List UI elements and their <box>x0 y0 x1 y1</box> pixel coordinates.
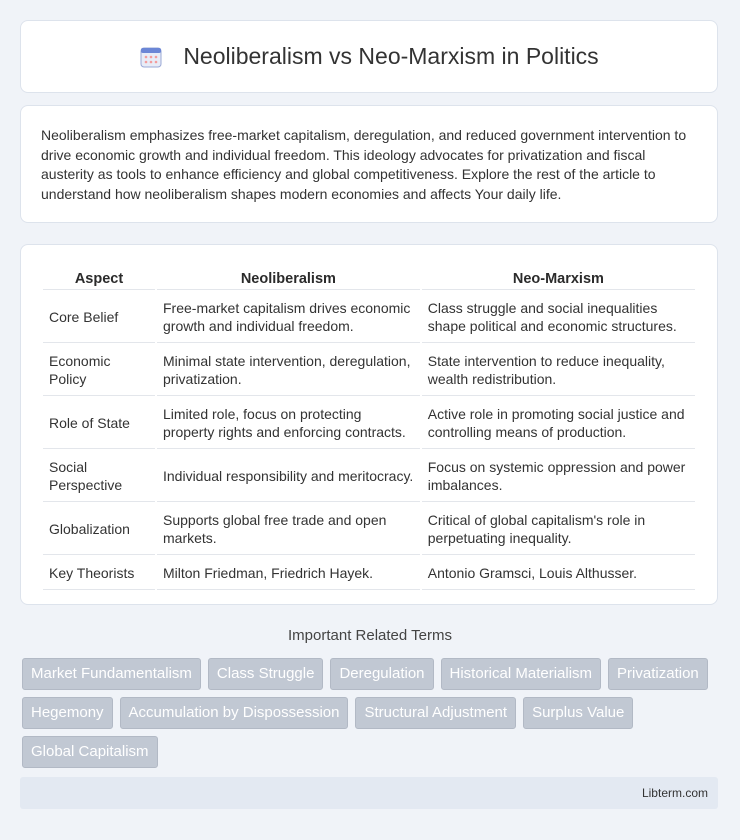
related-term-tag[interactable]: Class Struggle <box>208 658 324 690</box>
related-term-tag[interactable]: Surplus Value <box>523 697 633 729</box>
table-cell: Individual responsibility and meritocracy. <box>157 451 420 502</box>
column-header: Neoliberalism <box>157 267 420 290</box>
related-term-tag[interactable]: Global Capitalism <box>22 736 158 768</box>
related-term-tag[interactable]: Historical Materialism <box>441 658 602 690</box>
column-header: Aspect <box>43 267 155 290</box>
related-term-tag[interactable]: Market Fundamentalism <box>22 658 201 690</box>
table-row <box>43 398 695 449</box>
table-cell: Focus on systemic oppression and power imbalances. <box>422 451 695 502</box>
table-cell: Antonio Gramsci, Louis Althusser. <box>422 557 695 590</box>
calendar-icon <box>139 45 163 69</box>
table-header-row <box>43 267 695 290</box>
table-cell: Active role in promoting social justice and controlling means of production. <box>422 398 695 449</box>
related-term-tag[interactable]: Structural Adjustment <box>355 697 516 729</box>
related-term-tag[interactable]: Accumulation by Dispossession <box>120 697 349 729</box>
footer <box>20 777 718 809</box>
table-row <box>43 451 695 502</box>
table-row <box>43 557 695 590</box>
table-cell: Minimal state intervention, deregulation, privatization. <box>157 345 420 396</box>
intro-card <box>20 105 718 223</box>
table-cell: State intervention to reduce inequality, wealth redistribution. <box>422 345 695 396</box>
table-cell: Core Belief <box>43 292 155 343</box>
related-terms-title: Important Related Terms <box>288 627 452 644</box>
table-cell: Supports global free trade and open markets. <box>157 504 420 555</box>
related-terms-list <box>22 658 722 768</box>
table-cell: Economic Policy <box>43 345 155 396</box>
table-cell: Class struggle and social inequalities shape political and economic structures. <box>422 292 695 343</box>
table-cell: Globalization <box>43 504 155 555</box>
related-term-tag[interactable]: Hegemony <box>22 697 113 729</box>
table-cell: Free-market capitalism drives economic growth and individual freedom. <box>157 292 420 343</box>
header-card <box>20 20 718 93</box>
table-cell: Milton Friedman, Friedrich Hayek. <box>157 557 420 590</box>
table-cell: Social Perspective <box>43 451 155 502</box>
comparison-table <box>41 265 697 592</box>
related-term-tag[interactable]: Deregulation <box>330 658 433 690</box>
table-row <box>43 345 695 396</box>
site-link[interactable]: Libterm.com <box>641 786 708 800</box>
intro-text: Neoliberalism emphasizes free-market capitalism, deregulation, and reduced government intervention to drive economic growth and individual freedom. This ideology advocates for privatization and fiscal austerity as tools to enhance efficiency and global competitiveness. Explore the rest of the article to understand how neoliberalism shapes modern economies and affects Your daily life. <box>41 127 687 202</box>
table-cell: Role of State <box>43 398 155 449</box>
table-cell: Limited role, focus on protecting property rights and enforcing contracts. <box>157 398 420 449</box>
related-term-tag[interactable]: Privatization <box>608 658 708 690</box>
table-cell: Critical of global capitalism's role in perpetuating inequality. <box>422 504 695 555</box>
table-row <box>43 292 695 343</box>
column-header: Neo-Marxism <box>422 267 695 290</box>
table-row <box>43 504 695 555</box>
comparison-card <box>20 244 718 605</box>
table-cell: Key Theorists <box>43 557 155 590</box>
page-title: Neoliberalism vs Neo-Marxism in Politics <box>183 43 599 69</box>
